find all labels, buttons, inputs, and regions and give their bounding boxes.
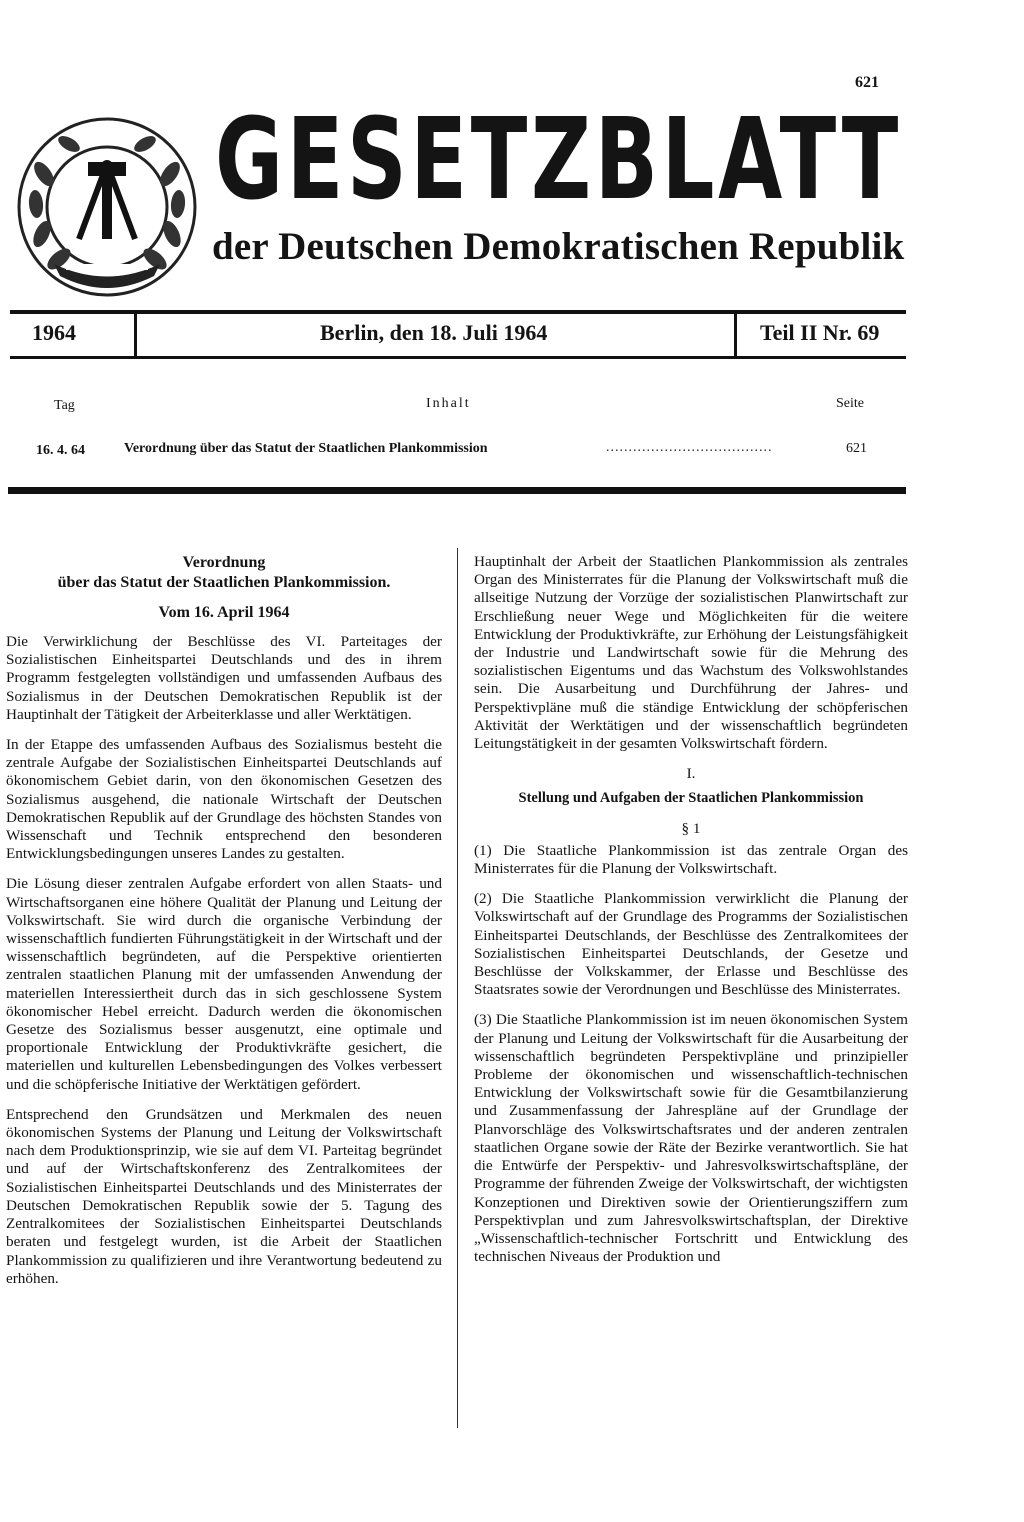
right-intro-paragraph: Hauptinhalt der Arbeit der Staatlichen Plankommission als zentrales Organ des Ministerrates für die Planung der Volkswirtschaft muß die allseitige Nutzung der Vorzüge der sozialistischen Planwirtschaft zur Erschließung neuer Wege und Möglichkeiten für die weitere Entwicklung der Produktivkräfte, zur Erhöhung der Leistungsfähigkeit der Industrie und Landwirtschaft sowie für die Mehrung des sozialistischen Eigentums und das Wachstum des Volkswohlstandes sein. Die Ausarbeitung und Durchführung der Jahres- und Perspektivpläne muß die ständige Entwicklung der schöpferischen Aktivität der Werktätigen und der wissenschaftlich begründeten Leitungstätigkeit in der gesamten Volkswirtschaft fördern.	[474, 553, 908, 753]
contents-header-day: Tag	[54, 398, 75, 413]
paragraph-sign: § 1	[681, 819, 701, 837]
issue-divider-left	[134, 312, 137, 358]
left-column	[6, 553, 442, 1288]
article-heading-line2: über das Statut der Staatlichen Plankommission.	[57, 574, 391, 591]
issue-bottom-rule	[10, 356, 906, 359]
contents-entry-day: 16. 4. 64	[36, 443, 85, 458]
article-date-line: Vom 16. April 1964	[158, 604, 290, 621]
article-heading-line1: Verordnung	[182, 554, 266, 571]
issue-year: 1964	[32, 320, 76, 345]
contents-header-page: Seite	[836, 396, 864, 411]
right-paragraph: (2) Die Staatliche Plankommission verwirklicht die Planung der Volkswirtschaft auf der Grundlage des Programms der Sozialistischen Einheitspartei Deutschlands, der Beschlüsse des Zentralkomitees der Sozialistischen Einheitspartei Deutschlands, der Gesetze und Beschlüsse der Volkskammer, der Erlasse und Beschlüsse des Staatsrates sowie der Verordnungen und Beschlüsse des Ministerrates.	[474, 890, 908, 999]
left-paragraph: Die Lösung dieser zentralen Aufgabe erfordert von allen Staats- und Wirtschaftsorganen eine höhere Qualität der Planung und Leitung der Volkswirtschaft. Sie wird durch die organische Verbindung der wissenschaftlich fundierten Führungstätigkeit in der Wirtschaft und der wissenschaftlich begründeten, auf die Perspektive orientierten zentralen staatlichen Planung mit der umfassenden Anwendung der materiellen Interessiertheit durch das in sich geschlossene System ökonomischer Hebel erreicht. Dadurch werden die ökonomischen Gesetze des Sozialismus besser ausgenutzt, eine optimale und proportionale Entwicklung der Produktivkräfte gesichert, die materiellen und kulturellen Lebensbedingungen des Volkes verbessert und die schöpferische Initiative der Werktätigen gefördert.	[6, 875, 442, 1093]
contents-entry-title: Verordnung über das Statut der Staatlichen Plankommission	[124, 441, 488, 456]
contents-leader-dots: .....................................	[606, 440, 773, 455]
issue-part-number: Teil II Nr. 69	[760, 320, 880, 345]
left-paragraph: In der Etappe des umfassenden Aufbaus des Sozialismus besteht die zentrale Aufgabe der Sozialistischen Einheitspartei Deutschlands auf ökonomischem Gebiet darin, von den ökonomischen Gesetzen des Sozialismus ausgehend, die nationale Wirtschaft der Deutschen Demokratischen Republik auf der Grundlage des höchsten Standes von Wissenschaft und Technik entsprechend den besonderen Entwicklungsbedingungen unseres Landes zu gestalten.	[6, 736, 442, 863]
column-divider	[457, 548, 458, 1428]
left-paragraph: Die Verwirklichung der Beschlüsse des VI. Parteitages der Sozialistischen Einheitspartei Deutschlands und des in ihrem Programm festgelegten vollständigen und umfassenden Aufbaus des Sozialismus in der Deutschen Demokratischen Republik ist der Hauptinhalt der Tätigkeit der Arbeiterklasse und aller Werktätigen.	[6, 633, 442, 723]
page-number: 621	[855, 74, 879, 91]
left-paragraph: Entsprechend den Grundsätzen und Merkmalen des neuen ökonomischen Systems der Planung und Leitung der Volkswirtschaft nach dem Produktionsprinzip, wie sie auf dem VI. Parteitag begründet und auf der Wirtschaftskonferenz des Zentralkomitees der Sozialistischen Einheitspartei Deutschlands und des Ministerrates der Deutschen Demokratischen Republik sowie der 5. Tagung des Zentralkomitees der Sozialistischen Einheitspartei Deutschlands beraten und festgelegt wurden, ist die Arbeit der Staatlichen Plankommission zu qualifizieren und ihre Verantwortung bedeutend zu erhöhen.	[6, 1105, 442, 1287]
issue-divider-right	[734, 312, 737, 358]
issue-top-rule	[10, 310, 906, 314]
contents-header-content: Inhalt	[426, 396, 471, 411]
right-column	[474, 553, 908, 1266]
section-number: I.	[686, 765, 696, 783]
state-emblem-icon	[14, 114, 200, 300]
issue-date: Berlin, den 18. Juli 1964	[320, 320, 548, 345]
contents-entry-page: 621	[846, 441, 867, 456]
contents-bottom-rule	[8, 487, 906, 494]
right-paragraph: (1) Die Staatliche Plankommission ist das zentrale Organ des Ministerrates für die Planung der Volkswirtschaft.	[474, 841, 908, 878]
right-paragraph: (3) Die Staatliche Plankommission ist im neuen ökonomischen System der Planung und Leitung der Volkswirtschaft für die Ausarbeitung der wissenschaftlich begründeten Perspektivpläne und prinzipieller Probleme der ökonomischen und wissenschaftlich-technischen Entwicklung der Volkswirtschaft sowie für die Gesamtbilanzierung und Zusammenfassung der Jahrespläne auf der Grundlage der Planvorschläge des Volkswirtschaftsrates und der anderen zentralen staatlichen Organe sowie der Räte der Bezirke verantwortlich. Sie hat die Entwürfe der Perspektiv- und Jahresvolkswirtschaftspläne, der Programme der führenden Zweige der Volkswirtschaft, der wichtigsten Konzeptionen und Direktiven sowie der Orientierungsziffern zum Perspektivplan und zum Jahresvolkswirtschaftsplan, der Direktive „Wissenschaftlich-technischer Fortschritt und Entwicklung des technischen Niveaus der Produktion und	[474, 1011, 908, 1266]
masthead-subtitle: der Deutschen Demokratischen Republik	[212, 225, 905, 268]
masthead-title: GESETZBLATT	[215, 95, 902, 225]
section-title: Stellung und Aufgaben der Staatlichen Plankommission	[518, 790, 864, 807]
